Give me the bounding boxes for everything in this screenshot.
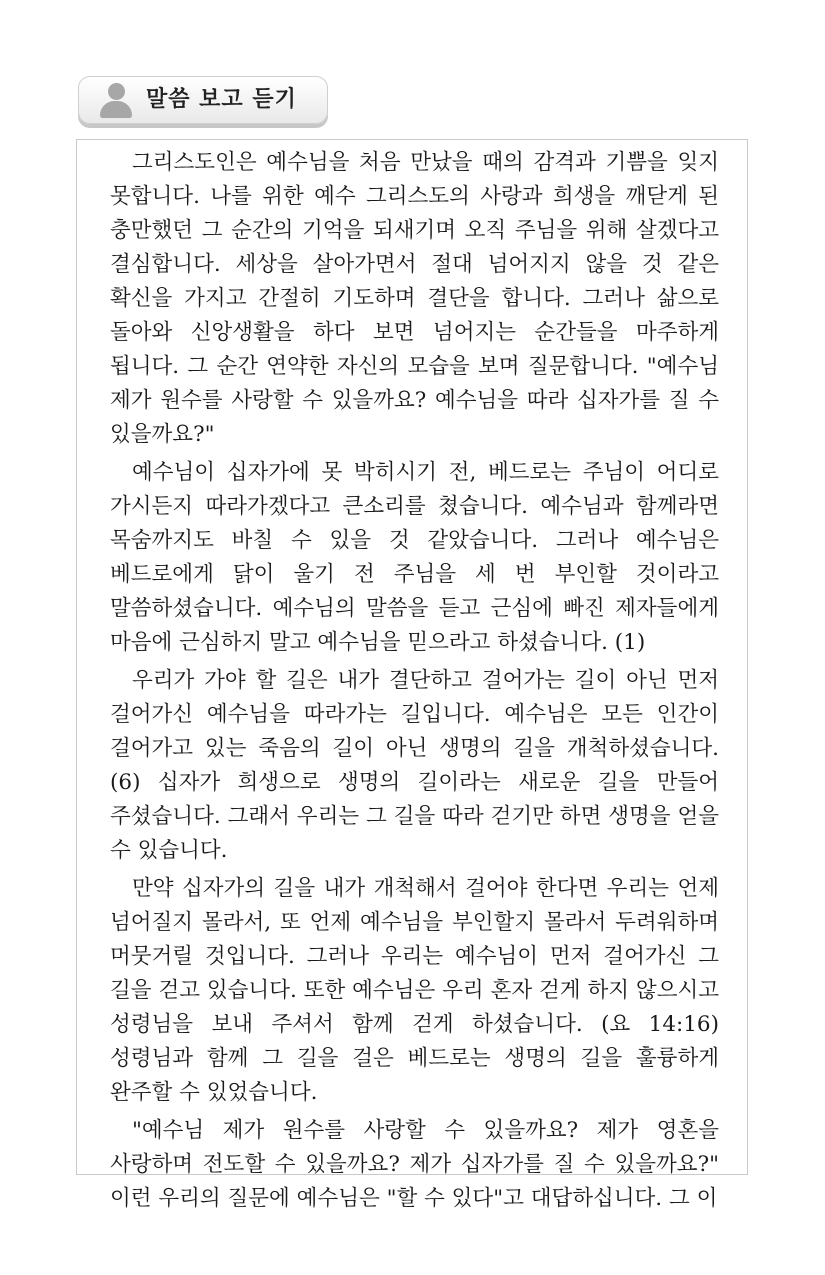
paragraph-3: 우리가 가야 할 길은 내가 결단하고 걸어가는 길이 아닌 먼저 걸어가신 예수님을 따라가는 길입니다. 예수님은 모든 인간이 걸어가고 있는 죽음의 길이 아닌 생명의 길을 개척하셨습니다. (6) 십자가 희생으로 생명의 길이라는 새로운 길을 만들어 주셨습니다. 그래서 우리는 그 길을 따라 걷기만 하면 생명을 얻을 수 있습니다.: [110, 668, 719, 863]
section-title: 말씀 보고 듣기: [146, 87, 297, 112]
sermon-text-box: [76, 139, 748, 1211]
person-icon: [99, 83, 133, 119]
paragraph-5: "예수님 제가 원수를 사랑할 수 있을까요? 제가 영혼을 사랑하며 전도할 수 있을까요? 제가 십자가를 질 수 있을까요?" 이런 우리의 질문에 예수님은 "할 수 있다"고 대답하십니다. 그 이: [110, 1118, 719, 1211]
paragraph-2: 예수님이 십자가에 못 박히시기 전, 베드로는 주님이 어디로 가시든지 따라가겠다고 큰소리를 쳤습니다. 예수님과 함께라면 목숨까지도 바칠 수 있을 것 같았습니다. 그러나 예수님은 베드로에게 닭이 울기 전 주님을 세 번 부인할 것이라고 말씀하셨습니다. 예수님의 말씀을 듣고 근심에 빠진 제자들에게 마음에 근심하지 말고 예수님을 믿으라고 하셨습니다. (1): [110, 460, 719, 655]
paragraph-4: 만약 십자가의 길을 내가 개척해서 걸어야 한다면 우리는 언제 넘어질지 몰라서, 또 언제 예수님을 부인할지 몰라서 두려워하며 머뭇거릴 것입니다. 그러나 우리는 예수님이 먼저 걸어가신 그 길을 걷고 있습니다. 또한 예수님은 우리 혼자 걷게 하지 않으시고 성령님을 보내 주셔서 함께 걷게 하셨습니다. (요 14:16) 성령님과 함께 그 길을 걸은 베드로는 생명의 길을 훌륭하게 완주할 수 있었습니다.: [110, 876, 719, 1105]
section-header-tab: [78, 76, 328, 124]
paragraph-1: 그리스도인은 예수님을 처음 만났을 때의 감격과 기쁨을 잊지 못합니다. 나를 위한 예수 그리스도의 사랑과 희생을 깨닫게 된 충만했던 그 순간의 기억을 되새기며 오직 주님을 위해 살겠다고 결심합니다. 세상을 살아가면서 절대 넘어지지 않을 것 같은 확신을 가지고 간절히 기도하며 결단을 합니다. 그러나 삶으로 돌아와 신앙생활을 하다 보면 넘어지는 순간들을 마주하게 됩니다. 그 순간 연약한 자신의 모습을 보며 질문합니다. "예수님 제가 원수를 사랑할 수 있을까요? 예수님을 따라 십자가를 질 수 있을까요?": [110, 150, 719, 447]
